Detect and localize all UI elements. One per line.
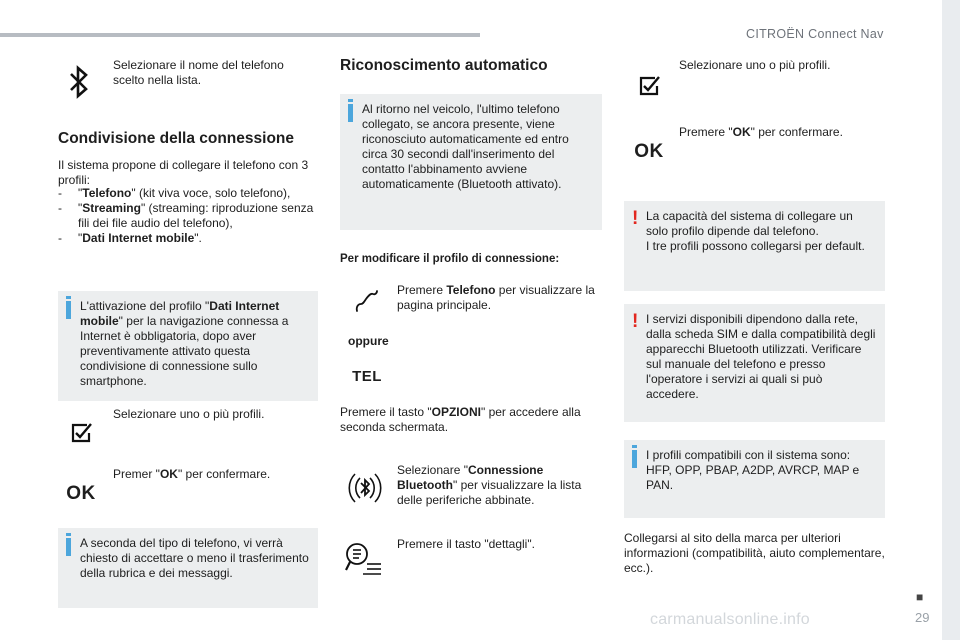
- section-title-auto-recognition: Riconoscimento automatico: [340, 57, 548, 74]
- select-phone-text: Selezionare il nome del telefono scelto nella lista.: [113, 58, 284, 87]
- details-icon: [343, 540, 385, 580]
- press-options-text: Premere il tasto "OPZIONI" per accedere alla seconda schermata.: [340, 405, 581, 434]
- modify-profile-heading: Per modificare il profilo di connessione:: [340, 253, 560, 265]
- press-phone-text: Premere Telefono per visualizzare la pagina principale.: [397, 283, 595, 312]
- phone-handset-icon: [352, 286, 382, 316]
- list-item: - "Dati Internet mobile".: [58, 231, 202, 245]
- warning-icon: !: [632, 208, 639, 229]
- info-box-auto-pairing: Al ritorno nel veicolo, l'ultimo telefono collegato, se ancora presente, viene riconosciuto automaticamente ed entro circa 30 secondi dall'inserimento del contatto l'abbinamento avviene automaticamente (Bluetooth attivato).: [340, 94, 602, 230]
- bluetooth-connection-icon: [343, 466, 387, 510]
- info-box-transfer: A seconda del tipo di telefono, vi verrà chiesto di accettare o meno il trasferimento della rubrica e dei messaggi.: [58, 528, 318, 608]
- list-item: - "Telefono" (kit viva voce, solo telefono),: [58, 186, 291, 200]
- ok-icon: OK: [66, 482, 96, 504]
- info-icon: [66, 301, 71, 319]
- watermark: carmanualsonline.info: [650, 611, 810, 628]
- select-profiles-text: Selezionare uno o più profili.: [113, 407, 265, 421]
- page-header-title: CITROËN Connect Nav: [746, 27, 884, 41]
- info-box-mobile-data: L'attivazione del profilo "Dati Internet mobile" per la navigazione connessa a Internet è obbligatoria, dopo aver preventivamente attivato questa condivisione di connessione sullo smartphone.: [58, 291, 318, 401]
- press-ok-text-2: Premere "OK" per confermare.: [679, 125, 843, 139]
- section-title-connection-sharing: Condivisione della connessione: [58, 130, 294, 147]
- oppure-label: oppure: [348, 334, 389, 348]
- checkbox-select-icon: [68, 420, 96, 444]
- list-item: - "Streaming" (streaming: riproduzione senza fili dei file audio del telefono),: [58, 201, 314, 230]
- info-icon: [66, 538, 71, 556]
- warning-box-services: ! I servizi disponibili dipendono dalla rete, dalla scheda SIM e dalla compatibilità degli apparecchi Bluetooth utilizzati. Verificare sul manuale del telefono e presso l'operatore i servizi ai quali si può accedere.: [624, 304, 885, 422]
- info-box-compatible-profiles: I profili compatibili con il sistema sono: HFP, OPP, PBAP, A2DP, AVRCP, MAP e PAN.: [624, 440, 885, 518]
- press-ok-text: Premer "OK" per confermare.: [113, 467, 271, 481]
- info-icon: [632, 450, 637, 468]
- header-rule: [0, 33, 480, 37]
- ok-icon: OK: [634, 140, 664, 162]
- press-details-text: Premere il tasto "dettagli".: [397, 537, 535, 551]
- profiles-intro: Il sistema propone di collegare il telefono con 3 profili:: [58, 158, 309, 187]
- select-bluetooth-text: Selezionare "Connessione Bluetooth" per visualizzare la lista delle periferiche abbinate.: [397, 463, 582, 507]
- page-number: 29: [915, 610, 930, 625]
- checkbox-select-icon: [636, 73, 664, 97]
- tel-icon: TEL: [352, 367, 382, 385]
- bluetooth-icon: [64, 64, 94, 100]
- warning-box-profiles: ! La capacità del sistema di collegare un solo profilo dipende dal telefono. I tre profili possono collegarsi per default.: [624, 201, 885, 291]
- warning-icon: !: [632, 311, 639, 332]
- closing-text: Collegarsi al sito della marca per ulteriori informazioni (compatibilità, aiuto complementare, ecc.).: [624, 531, 885, 575]
- continue-marker: ■: [916, 590, 924, 604]
- select-profiles-text-2: Selezionare uno o più profili.: [679, 58, 831, 72]
- profiles-list: [58, 186, 320, 246]
- page-edge-bar: [942, 0, 960, 640]
- info-icon: [348, 104, 353, 122]
